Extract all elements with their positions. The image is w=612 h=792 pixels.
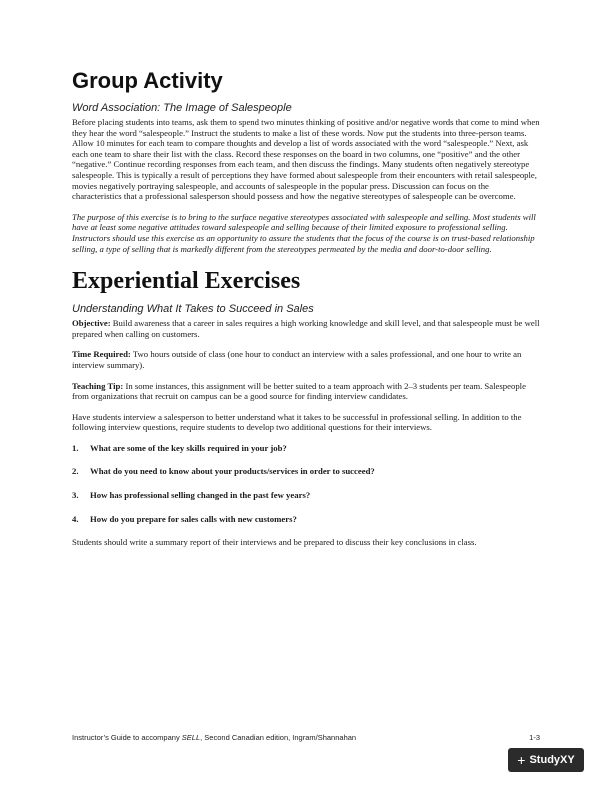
interview-intro-paragraph: Have students interview a salesperson to better understand what it takes to be successful in professional selling. In addition to the following interview questions, require students to develop two additional questions for their interviews. <box>72 411 522 433</box>
section-title-experiential-exercises: Experiential Exercises <box>72 268 301 295</box>
group-activity-paragraph: Before placing students into teams, ask them to spend two minutes thinking of positive and/or negative words that come to mind when they hear the word “salespeople.” Instruct the students to make a list of these words. Now put the students into three-person teams. Allow 10 minutes for each team to compare thoughts and develop a list of words associated with the word “salespeople.” Next, ask each one team to share their list with the class. Record these responses on the board in two columns, one “positive” and the other “negative.” Continue recording responses from each team, and then discuss the findings. Many students often negatively stereotype salespeople. This is typically a result of perceptions they have formed about salespeople from their encounters with retail salespeople, movies negatively portraying salespeople, and accounts of salespeople in the popular press. Discussion can focus on the characteristics that a professional salesperson should possess and how the negative stereotypes of salespeople can be overcome. <box>72 117 540 202</box>
badge-label: StudyXY <box>529 754 575 766</box>
teaching-tip-text: In some instances, this assignment will be better suited to a team approach with 2–3 students per team. Salespeople from organizations that recruit on campus can be a good source for finding interview candidates. <box>72 380 526 402</box>
time-required-label: Time Required: <box>72 349 131 360</box>
objective-paragraph <box>72 318 540 339</box>
footer-citation: Instructor’s Guide to accompany SELL, Second Canadian edition, Ingram/Shannahan <box>72 733 357 742</box>
list-item: 1. What are some of the key skills required in your job? <box>72 442 287 453</box>
section-title-group-activity: Group Activity <box>72 68 223 93</box>
teaching-tip-paragraph <box>72 381 540 402</box>
document-page <box>72 68 540 558</box>
page-footer <box>72 733 540 742</box>
time-required-paragraph <box>72 349 540 370</box>
list-item: 4. How do you prepare for sales calls with new customers? <box>72 513 297 524</box>
group-activity-purpose-paragraph: The purpose of this exercise is to bring to the surface negative stereotypes associated with salespeople and selling. Most students will have at least some negative attitudes toward salespeople and selling because of their limited exposure to professional selling. Instructors should use this exercise as an opportunity to assure the students that the focus of the course is on trust-based relationship selling, a type of selling that is markedly different from the stereotypes permeated by the media and door-to-door selling. <box>72 211 536 254</box>
plus-icon: + <box>517 752 526 768</box>
section-subtitle-succeed-in-sales: Understanding What It Takes to Succeed in Sales <box>72 303 314 316</box>
time-required-text: Two hours outside of class (one hour to conduct an interview with a sales professional, and one hour to write an interview summary). <box>72 349 522 370</box>
objective-text: Build awareness that a career in sales requires a high working knowledge and skill level, and that salespeople must be well prepared when calling on customers. <box>72 318 540 339</box>
list-item: 3. How has professional selling changed in the past few years? <box>72 490 311 501</box>
closing-paragraph: Students should write a summary report of their interviews and be prepared to discuss their key conclusions in class. <box>72 537 477 548</box>
section-subtitle-word-association: Word Association: The Image of Salespeople <box>72 102 292 114</box>
teaching-tip-label: Teaching Tip: <box>72 380 124 391</box>
page-number: 1-3 <box>529 733 540 742</box>
studyxy-badge[interactable] <box>508 748 584 772</box>
objective-label: Objective: <box>72 318 111 329</box>
list-item: 2. What do you need to know about your products/services in order to succeed? <box>72 466 375 477</box>
interview-questions-list <box>72 443 540 524</box>
